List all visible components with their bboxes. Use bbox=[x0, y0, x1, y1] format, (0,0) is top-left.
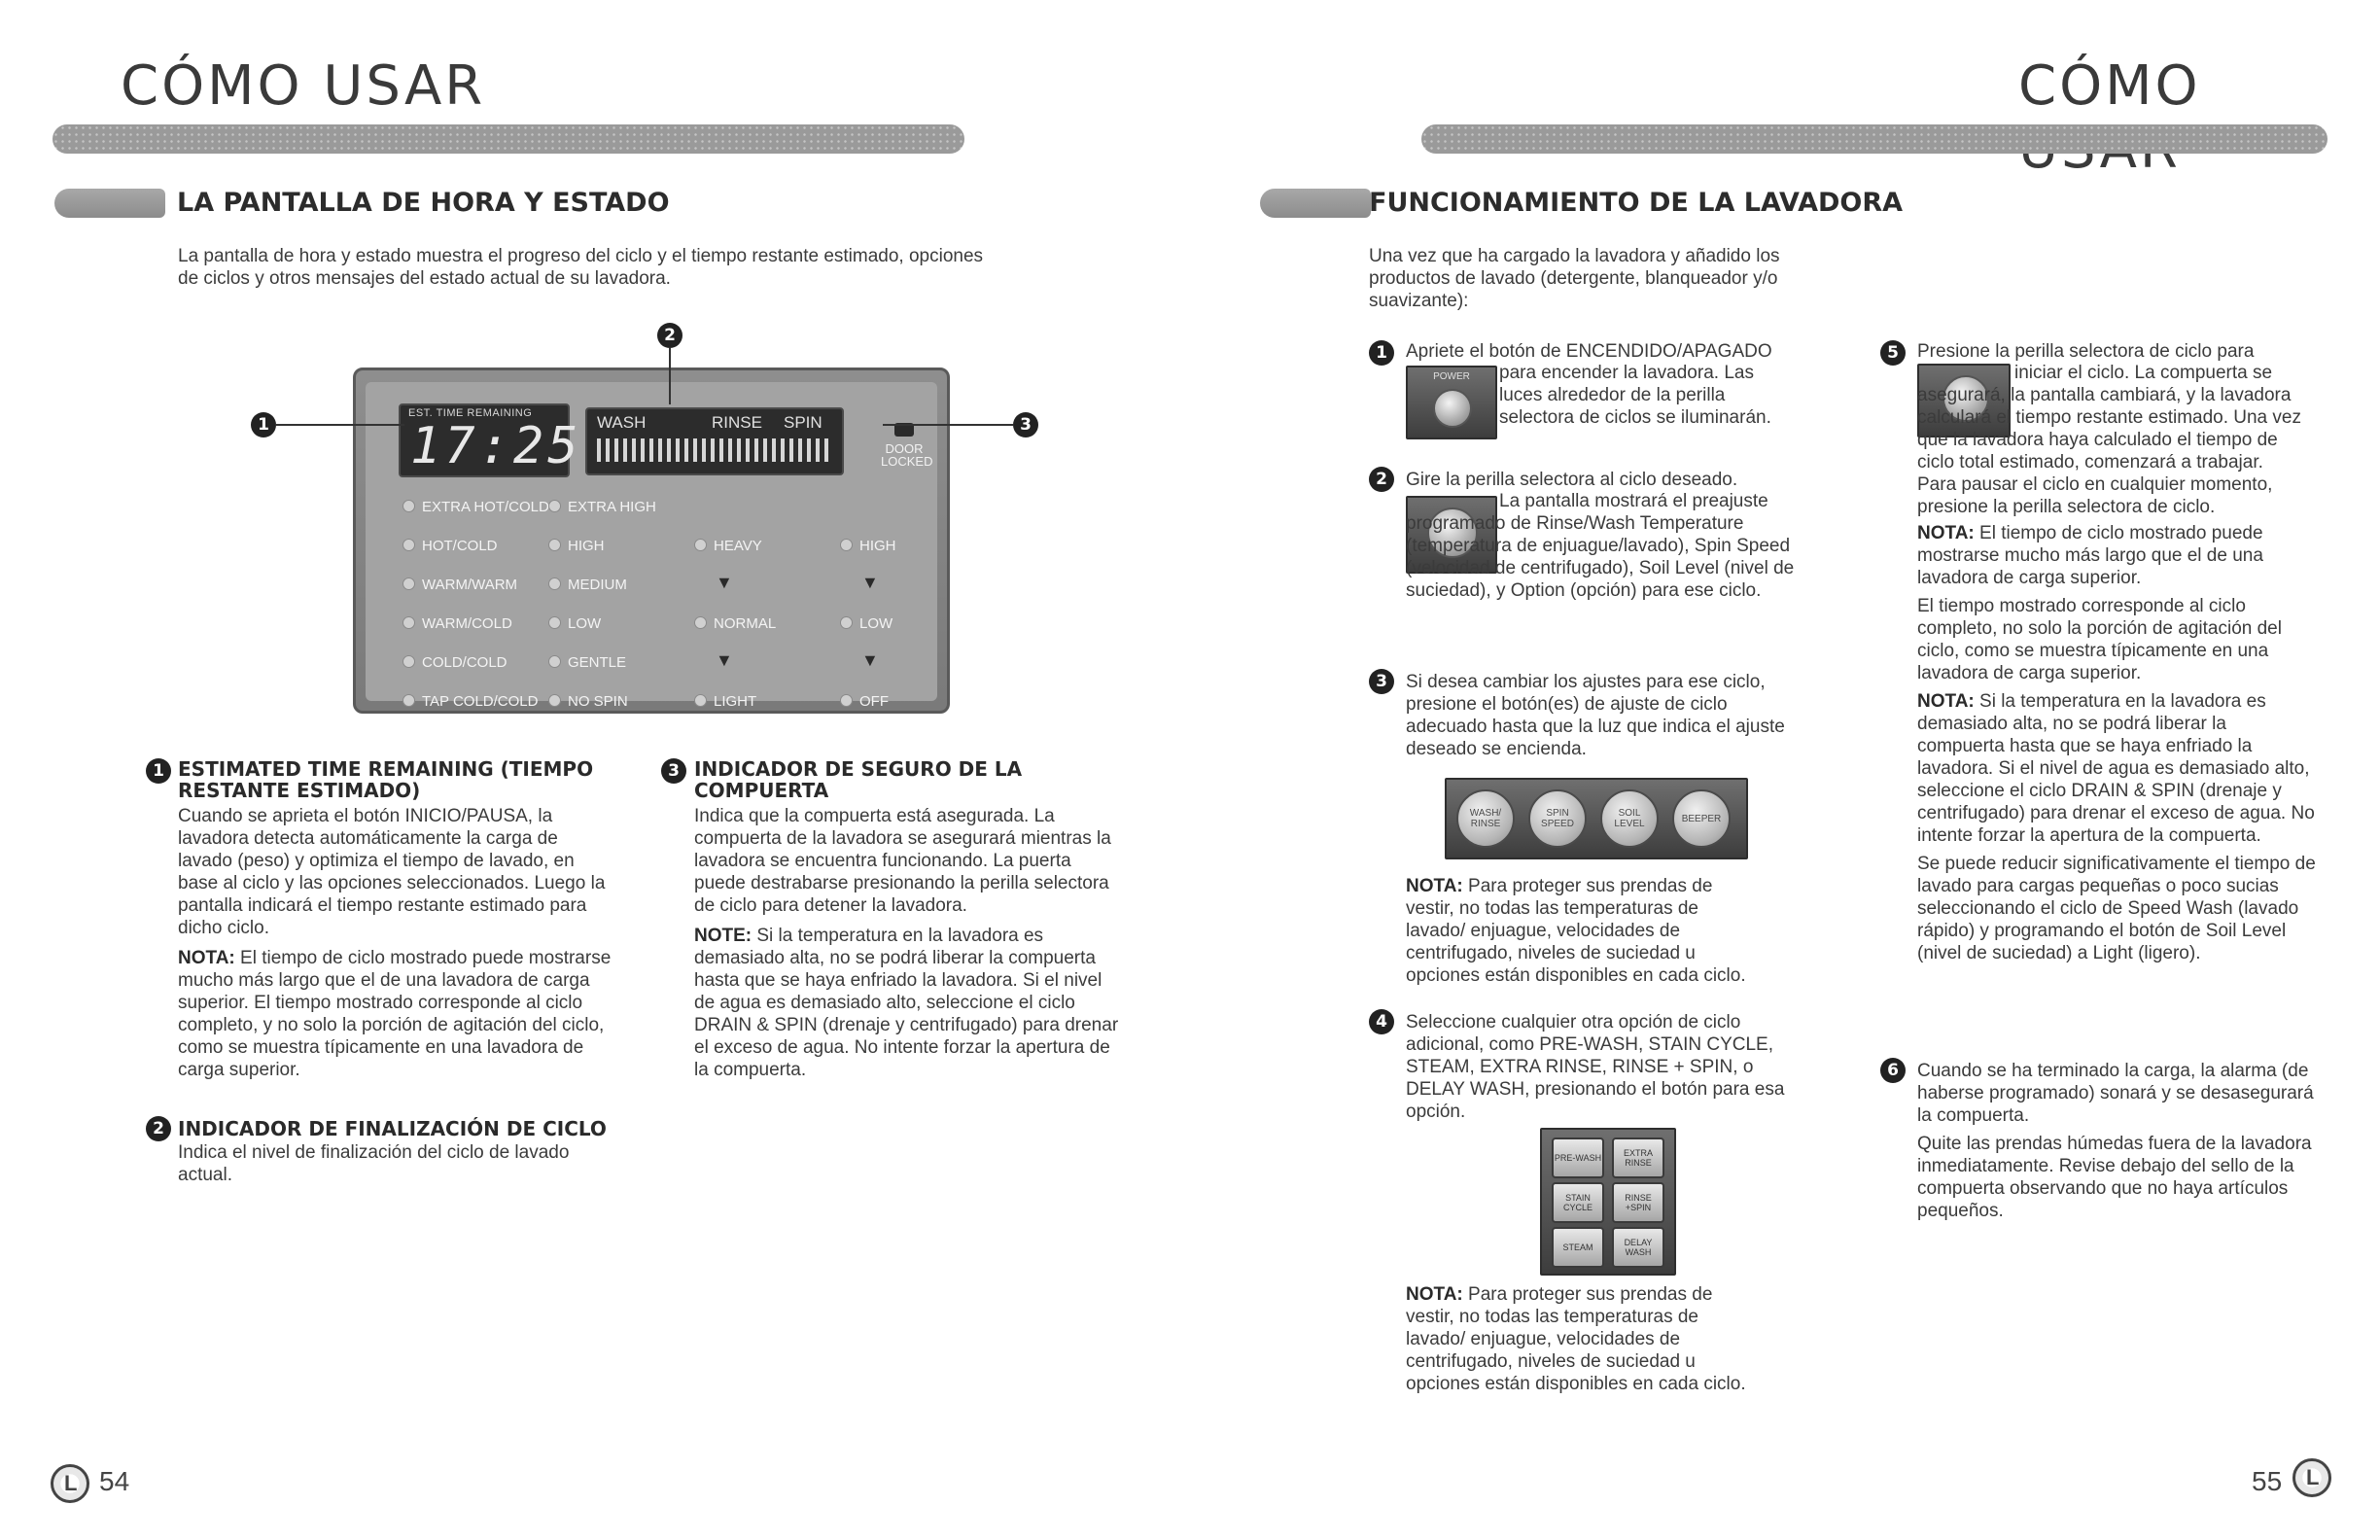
progress-bars bbox=[597, 438, 830, 462]
power-knob-icon bbox=[1433, 389, 1472, 428]
wash-rinse-button: WASH/ RINSE bbox=[1456, 789, 1515, 848]
stain-cycle-button: STAIN CYCLE bbox=[1552, 1182, 1604, 1223]
lg-logo-icon bbox=[2292, 1458, 2331, 1497]
timer-label: EST. TIME REMAINING bbox=[408, 407, 533, 419]
progress-label-wash: WASH bbox=[597, 413, 647, 432]
item3-note bbox=[694, 925, 1127, 1081]
callout-1: 1 bbox=[251, 412, 276, 438]
door-locked-label: DOOR LOCKED bbox=[881, 441, 933, 469]
timer-value: 17:25 bbox=[410, 417, 582, 475]
intro-right: Una vez que ha cargado la lavadora y añadido los productos de lavado (detergente, blanqueador y/o suavizante): bbox=[1369, 246, 1780, 311]
option-spin-6: NO SPIN bbox=[548, 693, 628, 710]
step-number-3: 3 bbox=[1369, 669, 1394, 694]
step5-body3: El tiempo mostrado corresponde al ciclo completo, no solo la porción de agitación del ciclo, como se muestra típicamente en una lavadora de carga superior. bbox=[1917, 596, 2282, 683]
callout-line-1 bbox=[276, 424, 404, 426]
step4-body: Seleccione cualquier otra opción de ciclo adicional, como PRE-WASH, STAIN CYCLE, STEAM, EXTRA RINSE, RINSE + SPIN, o DELAY WASH, presionando el botón para esa opción. bbox=[1406, 1012, 1785, 1122]
cycle-adjust-buttons-image bbox=[1445, 778, 1748, 859]
step6-text bbox=[1917, 1060, 2316, 1230]
item1-heading: ESTIMATED TIME REMAINING (TIEMPO RESTANTE ESTIMADO) bbox=[178, 757, 594, 802]
option-spin-4: LOW bbox=[548, 615, 601, 632]
arrow-down-icon: ▼ bbox=[716, 573, 733, 592]
step5-lead: Presione la perilla selectora de ciclo para bbox=[1917, 341, 2255, 362]
step6-body2: Quite las prendas húmedas fuera de la lavadora inmediatamente. Revise debajo del sello de la compuerta observando que no haya artículos pequeños. bbox=[1917, 1134, 2312, 1221]
step2-body: La pantalla mostrará el preajuste programado de Rinse/Wash Temperature (temperatura de enjuague/lavado), Spin Speed (velocidad de centrifugado), Soil Level (nivel de suciedad), y Option (opción) para ese ciclo. bbox=[1406, 491, 1795, 601]
step1-body: para encender la lavadora. Las luces alrededor de la perilla selectora de ciclos se iluminarán. bbox=[1499, 363, 1771, 428]
step3-note-label: NOTA: bbox=[1406, 876, 1463, 896]
item2-body: Indica el nivel de finalización del ciclo de lavado actual. bbox=[178, 1142, 570, 1185]
item3-heading: INDICADOR DE SEGURO DE LA COMPUERTA bbox=[694, 757, 1023, 802]
option-temp-3: WARM/WARM bbox=[402, 577, 517, 593]
option-buttons-image bbox=[1540, 1128, 1676, 1276]
power-button-image bbox=[1406, 366, 1497, 439]
option-temp-2: HOT/COLD bbox=[402, 538, 498, 554]
delay-wash-button: DELAY WASH bbox=[1612, 1227, 1664, 1268]
step-number-1: 1 bbox=[1369, 340, 1394, 366]
step4-note-label: NOTA: bbox=[1406, 1284, 1463, 1305]
option-temp-6: TAP COLD/COLD bbox=[402, 693, 538, 710]
page-number-left: 54 bbox=[99, 1466, 130, 1496]
step4-note-text: Para proteger sus prendas de vestir, no todas las temperaturas de lavado/ enjuague, velocidades de centrifugado, niveles de suciedad u opciones están disponibles en cada ciclo. bbox=[1406, 1284, 1746, 1394]
callout-line-3 bbox=[883, 424, 1013, 426]
step5-body1: iniciar el ciclo. La compuerta se asegurará, la pantalla cambiará, y la lavadora calculará el tiempo restante estimado. Una vez que la lavadora haya calculado el tiempo de ciclo total estimado, comenzará a trabajar. bbox=[1917, 363, 2301, 472]
step3-body: Si desea cambiar los ajustes para ese ciclo, presione el botón(es) de ajuste de ciclo adecuado hasta que la luz que indica el ajuste deseado se encienda. bbox=[1406, 672, 1785, 759]
timer-display bbox=[399, 403, 582, 477]
step5-note1-text: El tiempo de ciclo mostrado puede mostrarse mucho más largo que el de una lavadora de carga superior. bbox=[1917, 523, 2263, 588]
option-beeper-3: OFF bbox=[840, 693, 889, 710]
panel-face bbox=[366, 382, 937, 710]
option-soil-1: HEAVY bbox=[694, 538, 762, 554]
option-temp-5: COLD/COLD bbox=[402, 654, 508, 671]
progress-display bbox=[585, 407, 844, 475]
item2-heading: INDICADOR DE FINALIZACIÓN DE CICLO bbox=[178, 1117, 607, 1140]
section-heading-right: FUNCIONAMIENTO DE LA LAVADORA bbox=[1369, 188, 1904, 218]
step1-lead: Apriete el botón de ENCENDIDO/APAGADO bbox=[1406, 341, 1772, 362]
item3-note-label: NOTE: bbox=[694, 926, 752, 946]
title-bar-right bbox=[1421, 124, 2328, 154]
item1-body: Cuando se aprieta el botón INICIO/PAUSA, la lavadora detecta automáticamente la carga de lavado (peso) y optimiza el tiempo de lavado, en base al ciclo y las opciones seleccionados. Luego la pantalla indicará el tiempo restante estimado para dicho ciclo. bbox=[178, 806, 606, 938]
lg-logo-icon bbox=[51, 1464, 89, 1503]
item3-text bbox=[694, 805, 1127, 1089]
section-tab-right bbox=[1260, 189, 1371, 218]
option-spin-2: HIGH bbox=[548, 538, 605, 554]
option-spin-1: EXTRA HIGH bbox=[548, 499, 656, 515]
section-heading-left: LA PANTALLA DE HORA Y ESTADO bbox=[177, 188, 670, 218]
step-number-5: 5 bbox=[1880, 340, 1906, 366]
steam-button: STEAM bbox=[1552, 1227, 1604, 1268]
control-panel-illustration bbox=[353, 368, 950, 714]
spin-speed-button: SPIN SPEED bbox=[1528, 789, 1587, 848]
item3-note-text: Si la temperatura en la lavadora es demasiado alta, no se podrá liberar la compuerta hasta que se haya enfriado la lavadora. Si el nivel de agua es demasiado alto, seleccione el ciclo DRAIN & SPIN (drenaje y centrifugado) para drenar el exceso de agua. No intente forzar la apertura de la compuerta. bbox=[694, 926, 1119, 1080]
step-number-6: 6 bbox=[1880, 1058, 1906, 1083]
option-temp-1: EXTRA HOT/COLD bbox=[402, 499, 549, 515]
callout-line-2 bbox=[669, 348, 671, 404]
arrow-down-icon: ▼ bbox=[861, 573, 879, 592]
section-tab-left bbox=[54, 189, 165, 218]
arrow-down-icon: ▼ bbox=[716, 650, 733, 670]
option-temp-4: WARM/COLD bbox=[402, 615, 512, 632]
step2-lead: Gire la perilla selectora al ciclo deseado. bbox=[1406, 470, 1738, 490]
door-lock-indicator bbox=[881, 421, 933, 477]
callout-3: 3 bbox=[1013, 412, 1038, 438]
item1-text bbox=[178, 805, 615, 1089]
step5-text bbox=[1917, 362, 2316, 972]
step3-note bbox=[1406, 875, 1746, 987]
page-title-right: CÓMO bbox=[2018, 54, 2201, 118]
callout-2: 2 bbox=[657, 323, 682, 348]
step-number-4: 4 bbox=[1369, 1009, 1394, 1034]
step5-note2-text: Si la temperatura en la lavadora es demasiado alta, no se podrá liberar la compuerta hasta que se haya enfriado la lavadora. Si el nivel de agua es demasiado alto, seleccione el ciclo DRAIN & SPIN (drenaje y centrifugado) para drenar el exceso de agua. No intente forzar la apertura de la compuerta. bbox=[1917, 691, 2315, 846]
page-number-right: 55 bbox=[2252, 1466, 2283, 1496]
power-label: POWER bbox=[1433, 371, 1470, 382]
option-spin-3: MEDIUM bbox=[548, 577, 627, 593]
page-title-left: CÓMO USAR bbox=[121, 54, 486, 118]
step-number-2: 2 bbox=[1369, 467, 1394, 492]
item-number-3: 3 bbox=[661, 758, 686, 784]
beeper-button: BEEPER bbox=[1672, 789, 1731, 848]
item3-body: Indica que la compuerta está asegurada. La compuerta de la lavadora se asegurará mientras la lavadora se encuentra funcionando. La puerta puede destrabarse presionando la perilla selectora de ciclo para detener la lavadora. bbox=[694, 806, 1111, 916]
option-soil-3: LIGHT bbox=[694, 693, 756, 710]
step5-note2 bbox=[1917, 690, 2316, 847]
pre-wash-button: PRE-WASH bbox=[1552, 1138, 1604, 1178]
item-number-2: 2 bbox=[146, 1116, 171, 1141]
step3-note-text: Para proteger sus prendas de vestir, no todas las temperaturas de lavado/ enjuague, velocidades de centrifugado, niveles de suciedad u opciones están disponibles en cada ciclo. bbox=[1406, 876, 1746, 986]
option-spin-5: GENTLE bbox=[548, 654, 626, 671]
step5-note1 bbox=[1917, 522, 2316, 589]
intro-left: La pantalla de hora y estado muestra el progreso del ciclo y el tiempo restante estimado, opciones de ciclos y otros mensajes del estado actual de su lavadora. bbox=[178, 246, 984, 289]
step6-body1: Cuando se ha terminado la carga, la alarma (de haberse programado) sonará y se desasegurará la compuerta. bbox=[1917, 1061, 2314, 1126]
rinse-spin-button: RINSE +SPIN bbox=[1612, 1182, 1664, 1223]
step5-note2-label: NOTA: bbox=[1917, 691, 1975, 712]
option-soil-2: NORMAL bbox=[694, 615, 776, 632]
progress-label-rinse: RINSE bbox=[712, 413, 762, 432]
item-number-1: 1 bbox=[146, 758, 171, 784]
step5-body4: Se puede reducir significativamente el tiempo de lavado para cargas pequeñas o poco sucias seleccionando el ciclo de Speed Wash (lavado rápido) y programando el botón de Soil Level (nivel de suciedad) a Light (ligero). bbox=[1917, 854, 2316, 963]
step5-body2: Para pausar el ciclo en cualquier momento, presione la perilla selectora de ciclo. bbox=[1917, 474, 2273, 517]
soil-level-button: SOIL LEVEL bbox=[1600, 789, 1659, 848]
step4-note bbox=[1406, 1283, 1746, 1395]
option-beeper-1: HIGH bbox=[840, 538, 896, 554]
title-bar-left bbox=[52, 124, 964, 154]
progress-label-spin: SPIN bbox=[784, 413, 822, 432]
item1-note bbox=[178, 947, 615, 1081]
item1-note-text: El tiempo de ciclo mostrado puede mostrarse mucho más largo que el de una lavadora de carga superior. El tiempo mostrado corresponde al ciclo completo, y no solo la porción de agitación del ciclo, como se muestra típicamente en una lavadora de carga superior. bbox=[178, 948, 612, 1080]
step5-note1-label: NOTA: bbox=[1917, 523, 1975, 543]
item1-note-label: NOTA: bbox=[178, 948, 235, 968]
option-beeper-2: LOW bbox=[840, 615, 892, 632]
extra-rinse-button: EXTRA RINSE bbox=[1612, 1138, 1664, 1178]
arrow-down-icon: ▼ bbox=[861, 650, 879, 670]
